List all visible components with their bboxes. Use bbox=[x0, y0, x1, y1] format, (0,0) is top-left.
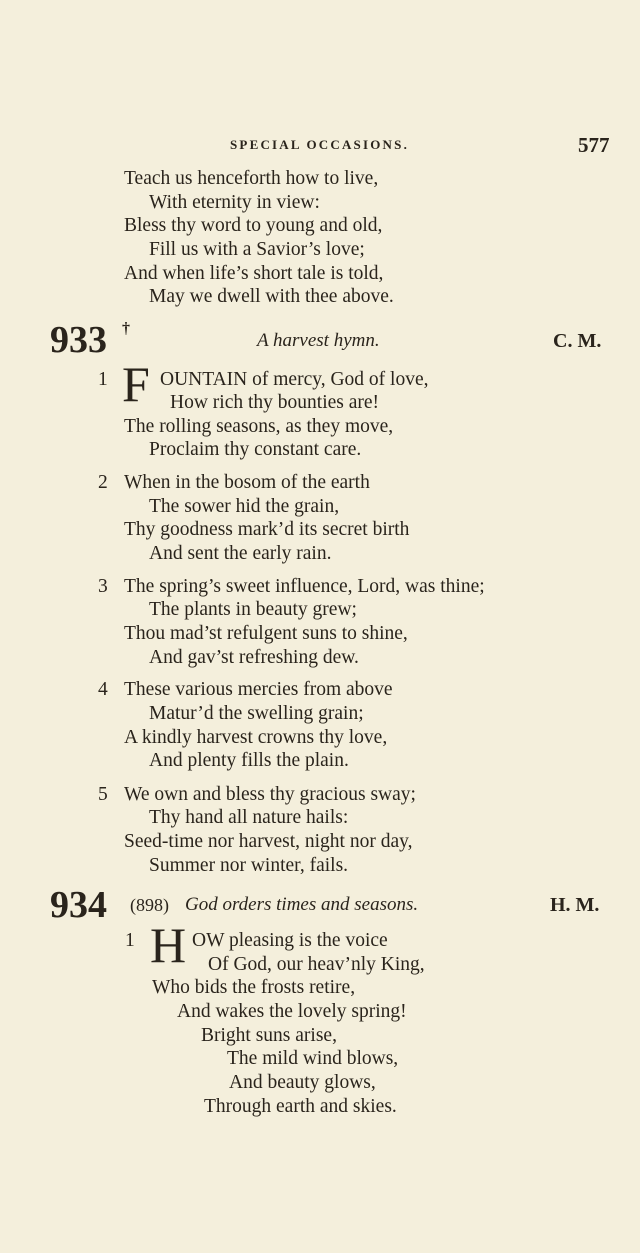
verse-line: Bright suns arise, bbox=[201, 1025, 337, 1046]
running-head: SPECIAL OCCASIONS. bbox=[230, 137, 410, 152]
verse-line: Thou mad’st refulgent suns to shine, bbox=[124, 623, 408, 644]
hymn-meter: C. M. bbox=[553, 330, 602, 352]
hymn-meter: H. M. bbox=[550, 894, 600, 916]
verse-line: Through earth and skies. bbox=[204, 1096, 397, 1117]
verse-line: The plants in beauty grew; bbox=[149, 599, 357, 620]
verse-line: And sent the early rain. bbox=[149, 543, 332, 564]
verse-number: 1 bbox=[98, 369, 108, 390]
verse-line: A kindly harvest crowns thy love, bbox=[124, 727, 388, 748]
hymn-933-heading bbox=[0, 320, 640, 360]
hymn-title: A harvest hymn. bbox=[257, 330, 380, 351]
verse-line: And beauty glows, bbox=[229, 1072, 376, 1093]
verse-line: Fill us with a Savior’s love; bbox=[149, 239, 365, 260]
drop-cap: H bbox=[150, 917, 187, 973]
verse-line: Who bids the frosts retire, bbox=[152, 977, 356, 998]
verse-line: Proclaim thy constant care. bbox=[149, 439, 362, 460]
verse-line: The spring’s sweet influence, Lord, was thine; bbox=[124, 576, 485, 597]
verse-line: These various mercies from above bbox=[124, 679, 393, 700]
verse-number: 5 bbox=[98, 784, 108, 805]
verse-line: OW pleasing is the voice bbox=[192, 930, 388, 951]
verse-line: Seed-time nor harvest, night nor day, bbox=[124, 831, 413, 852]
verse-line: How rich thy bounties are! bbox=[170, 392, 380, 413]
verse-line: The mild wind blows, bbox=[227, 1048, 399, 1069]
page-header bbox=[0, 133, 640, 157]
verse-line: And when life’s short tale is told, bbox=[124, 263, 384, 284]
verse-line: The sower hid the grain, bbox=[149, 496, 340, 517]
verse-line: When in the bosom of the earth bbox=[124, 472, 370, 493]
verse-line: May we dwell with thee above. bbox=[149, 286, 394, 307]
page-number: 577 bbox=[578, 133, 610, 157]
verse-line: The rolling seasons, as they move, bbox=[124, 416, 394, 437]
verse-line: And plenty fills the plain. bbox=[149, 750, 349, 771]
hymn-title: God orders times and seasons. bbox=[185, 894, 419, 915]
verse-line: And gav’st refreshing dew. bbox=[149, 647, 359, 668]
verse-line: Thy hand all nature hails: bbox=[149, 807, 349, 828]
hymn-number: 934 bbox=[50, 884, 107, 926]
verse-number: 3 bbox=[98, 576, 108, 597]
verse-line: Bless thy word to young and old, bbox=[124, 215, 383, 236]
verse-line: We own and bless thy gracious sway; bbox=[124, 784, 416, 805]
cross-reference: (898) bbox=[130, 895, 169, 915]
drop-cap: F bbox=[122, 356, 150, 412]
hymn-934-heading bbox=[0, 885, 640, 925]
verse-number: 2 bbox=[98, 472, 108, 493]
verse-number: 1 bbox=[125, 930, 135, 951]
verse-line: Teach us henceforth how to live, bbox=[124, 168, 379, 189]
verse-number: 4 bbox=[98, 679, 108, 700]
verse-line: Of God, our heav’nly King, bbox=[208, 954, 425, 975]
dagger-mark: † bbox=[122, 320, 130, 337]
verse-line: OUNTAIN of mercy, God of love, bbox=[160, 369, 429, 390]
verse-line: And wakes the lovely spring! bbox=[177, 1001, 407, 1022]
verse-line: Matur’d the swelling grain; bbox=[149, 703, 364, 724]
hymn-number: 933 bbox=[50, 319, 107, 361]
verse-line: Summer nor winter, fails. bbox=[149, 855, 349, 876]
verse-line: With eternity in view: bbox=[149, 192, 320, 213]
verse-line: Thy goodness mark’d its secret birth bbox=[124, 519, 410, 540]
